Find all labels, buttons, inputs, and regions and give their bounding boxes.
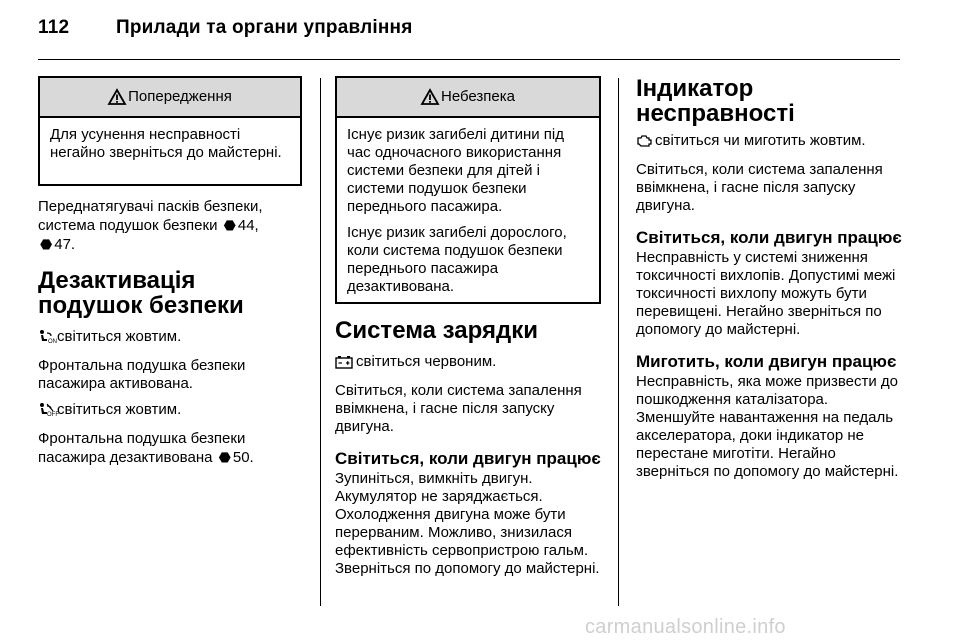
airbag-on-icon: [38, 329, 57, 349]
malfunction-sub1-heading: Світиться, коли двигун працює: [636, 228, 902, 247]
danger-title: Небезпека: [440, 88, 516, 105]
column-2: [335, 76, 601, 586]
page-ref-50[interactable]: 50.: [232, 449, 254, 466]
column-divider-1: [320, 78, 321, 606]
malfunction-sub2-text: Несправність, яка може призвести до пошкодження каталізатора. Зменшуйте навантаження на педаль акселератора, доки індикатор не перестане миготіти. Негайно зверніться по допомогу до майстерні.: [636, 373, 899, 480]
charging-indicator-line: [335, 353, 601, 374]
svg-text:ON: ON: [48, 339, 57, 345]
engine-check-icon: [636, 134, 652, 153]
malfunction-sub2-heading: Миготить, коли двигун працює: [636, 352, 897, 371]
warning-box: [38, 76, 302, 186]
malfunction-indicator-line: [636, 132, 904, 153]
page-ref-arrow-icon: ⬣: [218, 449, 231, 465]
airbag-on-line: [38, 328, 302, 349]
pretensioners-text: Переднатягувачі пасків безпеки, система подушок безпеки: [38, 198, 263, 234]
warning-triangle-icon: [108, 89, 126, 105]
airbag-on-status: світиться жовтим.: [57, 328, 182, 345]
page-number: 112: [38, 17, 70, 38]
charging-sub-heading: Світиться, коли двигун працює: [335, 449, 601, 468]
pretensioners-paragraph: [38, 198, 302, 254]
malfunction-sub1-text: Несправність у системі зниження токсичності вихлопів. Допустимі межі токсичності вихлопу можуть бути перевищені. Негайно зверніться по допомогу до майстерні.: [636, 249, 896, 338]
malfunction-indicator-status: світиться чи миготить жовтим.: [655, 132, 866, 149]
page-title: Прилади та органи управління: [116, 17, 413, 38]
warning-text: Для усунення несправності негайно зверніться до майстерні.: [50, 126, 282, 161]
svg-text:OFF: OFF: [47, 412, 59, 418]
malfunction-indicator-heading: Індикатор несправності: [636, 75, 795, 127]
danger-text-2: Існує ризик загибелі дорослого, коли система подушок безпеки переднього пасажира дезактивована.: [347, 224, 567, 295]
airbag-on-description: Фронтальна подушка безпеки пасажира активована.: [38, 357, 246, 392]
danger-box: [335, 76, 601, 304]
warning-triangle-icon: [421, 89, 439, 105]
airbag-off-icon: [38, 402, 59, 422]
page-ref-47[interactable]: 47.: [54, 236, 76, 253]
airbag-off-line: [38, 401, 302, 422]
header-rule: [38, 59, 900, 60]
battery-icon: [335, 355, 353, 374]
airbag-off-paragraph: [38, 430, 302, 467]
charging-intro: Світиться, коли система запалення ввімкнена, і гасне після запуску двигуна.: [335, 382, 582, 435]
column-3: [636, 76, 904, 489]
warning-header: [40, 78, 300, 118]
danger-text-1: Існує ризик загибелі дитини під час одночасного використання системи безпеки для дітей і системи подушок безпеки переднього пасажира.: [347, 126, 564, 215]
danger-header: [337, 78, 599, 118]
warning-title: Попередження: [128, 88, 232, 105]
column-1: [38, 76, 302, 475]
airbag-deactivation-heading: Дезактивація подушок безпеки: [38, 267, 244, 319]
charging-indicator-status: світиться червоним.: [356, 353, 497, 370]
airbag-off-description: Фронтальна подушка безпеки пасажира дезактивована: [38, 430, 246, 466]
airbag-off-status: світиться жовтим.: [57, 401, 182, 418]
page-ref-44[interactable]: 44,: [237, 217, 259, 234]
malfunction-intro: Світиться, коли система запалення ввімкнена, і гасне після запуску двигуна.: [636, 161, 883, 214]
charging-system-heading: Система зарядки: [335, 317, 538, 344]
page-ref-arrow-icon: ⬣: [40, 236, 53, 252]
watermark: carmanualsonline.info: [585, 616, 786, 638]
page-header: [38, 17, 413, 39]
charging-sub-text: Зупиніться, вимкніть двигун. Акумулятор не заряджається. Охолодження двигуна може бути перерваним. Можливо, знизилася ефективність сервопристрою гальм. Зверніться по допомогу до майстерні.: [335, 470, 600, 577]
page-ref-arrow-icon: ⬣: [223, 217, 236, 233]
column-divider-2: [618, 78, 619, 606]
